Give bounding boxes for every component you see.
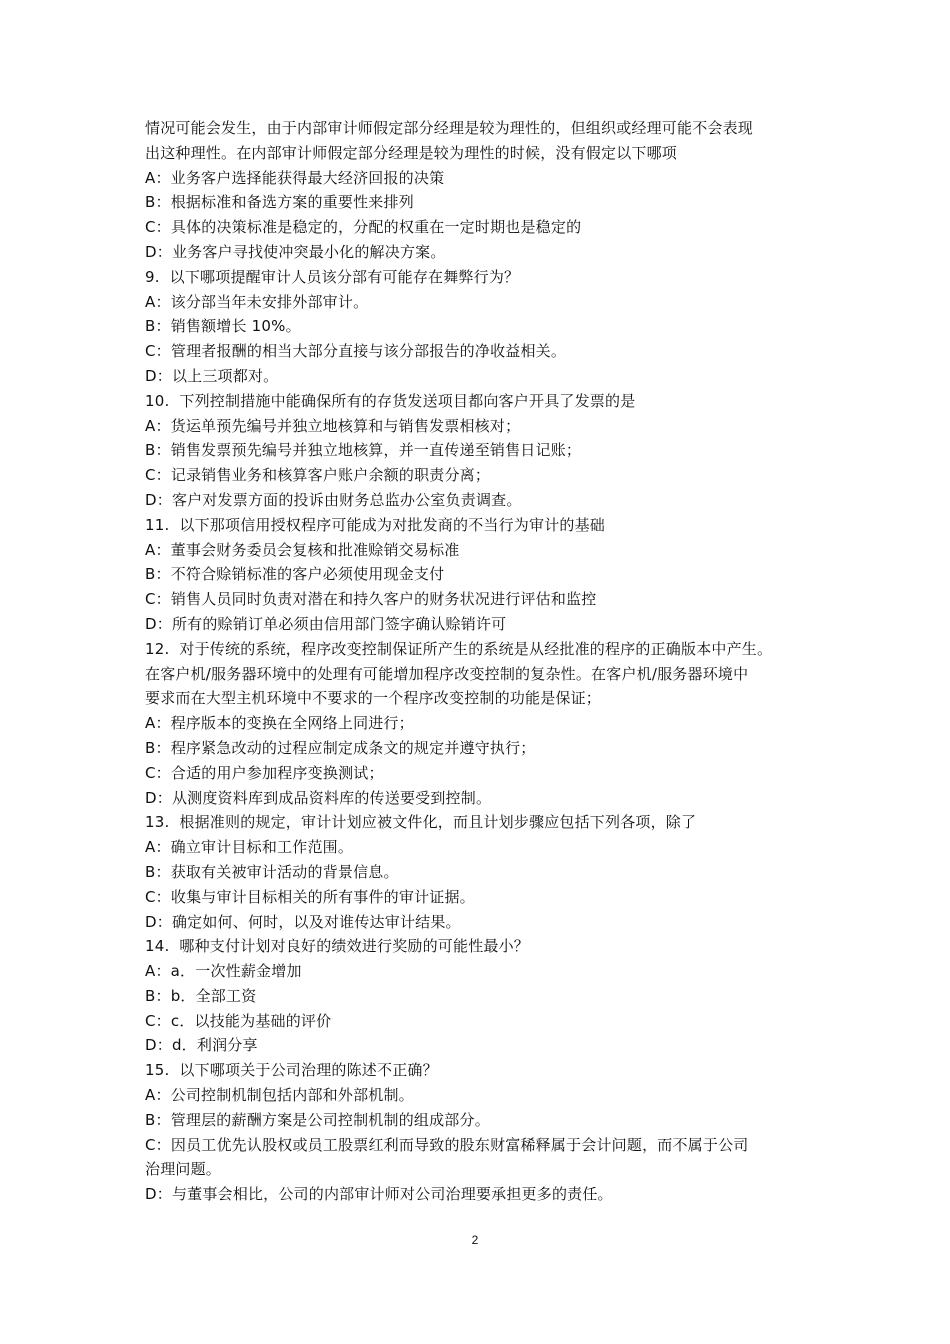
intro-line: 情况可能会发生，由于内部审计师假定部分经理是较为理性的，但组织或经理可能不会表现 [145, 119, 754, 137]
question-11: 11. 以下那项信用授权程序可能成为对批发商的不当行为审计的基础 [145, 515, 605, 534]
question-10: 10. 下列控制措施中能确保所有的存货发送项目都向客户开具了发票的是 [145, 391, 636, 410]
option-b: B：销售发票预先编号并独立地核算，并一直传递至销售日记账； [145, 441, 582, 460]
option-d: D：从测度资料库到成品资料库的传送要受到控制。 [145, 788, 492, 807]
option-a: A：a．一次性薪金增加 [145, 962, 302, 981]
option-d: D：以上三项都对。 [145, 366, 279, 385]
option-b: B：销售额增长 10%。 [145, 317, 301, 336]
option-b: B：程序紧急改动的过程应制定成条文的规定并遵守执行； [145, 738, 536, 757]
option-d: D：客户对发票方面的投诉由财务总监办公室负责调查。 [145, 490, 522, 509]
intro-line: 出这种理性。在内部审计师假定部分经理是较为理性的时候，没有假定以下哪项 [145, 143, 678, 162]
option-a: A：董事会财务委员会复核和批准赊销交易标准 [145, 540, 460, 559]
option-a: A：货运单预先编号并独立地核算和与销售发票相核对； [145, 416, 521, 435]
option-c: C：收集与审计目标相关的所有事件的审计证据。 [145, 887, 475, 906]
option-c: C：管理者报酬的相当大部分直接与该分部报告的净收益相关。 [145, 342, 567, 361]
option-a: A：该分部当年未安排外部审计。 [145, 292, 369, 311]
option-c: C：销售人员同时负责对潜在和持久客户的财务状况进行评估和监控 [145, 590, 597, 609]
document-body [145, 116, 820, 1207]
option-d: D：确定如何、何时，以及对谁传达审计结果。 [145, 912, 461, 931]
page-number: 2 [471, 1233, 479, 1247]
question-12-line: 在客户机/服务器环境中的处理有可能增加程序改变控制的复杂性。在客户机/服务器环境中 [145, 664, 749, 683]
option-c-line: C：因员工优先认股权或员工股票红利而导致的股东财富稀释属于会计问题，而不属于公司 [145, 1135, 749, 1154]
option-d: D：与董事会相比，公司的内部审计师对公司治理要承担更多的责任。 [145, 1185, 613, 1204]
option-b: B：获取有关被审计活动的背景信息。 [145, 862, 399, 881]
option-a: A：公司控制机制包括内部和外部机制。 [145, 1086, 414, 1105]
option-a: A：业务客户选择能获得最大经济回报的决策 [145, 168, 445, 187]
question-14: 14. 哪种支付计划对良好的绩效进行奖励的可能性最小？ [145, 937, 529, 956]
question-12-line: 要求而在大型主机环境中不要求的一个程序改变控制的功能是保证； [145, 689, 602, 708]
option-c-line: 治理问题。 [145, 1160, 222, 1179]
option-c: C：c．以技能为基础的评价 [145, 1011, 332, 1030]
option-a: A：程序版本的变换在全网络上同进行； [145, 714, 414, 733]
option-b: B：不符合赊销标准的客户必须使用现金支付 [145, 565, 445, 584]
question-13: 13. 根据准则的规定，审计计划应被文件化，而且计划步骤应包括下列各项，除了 [145, 813, 697, 832]
option-b: B：b．全部工资 [145, 986, 257, 1005]
option-d: D：业务客户寻找使冲突最小化的解决方案。 [145, 242, 446, 261]
option-d: D：所有的赊销订单必须由信用部门签字确认赊销许可 [145, 614, 507, 633]
question-12-line: 12. 对于传统的系统，程序改变控制保证所产生的系统是从经批准的程序的正确版本中产生。 [145, 639, 773, 658]
option-a: A：确立审计目标和工作范围。 [145, 838, 354, 857]
option-b: B：管理层的薪酬方案是公司控制机制的组成部分。 [145, 1110, 490, 1129]
option-c: C：具体的决策标准是稳定的，分配的权重在一定时期也是稳定的 [145, 218, 582, 237]
option-b: B：根据标准和备选方案的重要性来排列 [145, 193, 414, 212]
question-9: 9. 以下哪项提醒审计人员该分部有可能存在舞弊行为？ [145, 267, 520, 286]
option-c: C：合适的用户参加程序变换测试； [145, 763, 384, 782]
option-d: D：d．利润分享 [145, 1036, 258, 1055]
question-15: 15. 以下哪项关于公司治理的陈述不正确？ [145, 1061, 438, 1080]
option-c: C：记录销售业务和核算客户账户余额的职责分离； [145, 466, 491, 485]
